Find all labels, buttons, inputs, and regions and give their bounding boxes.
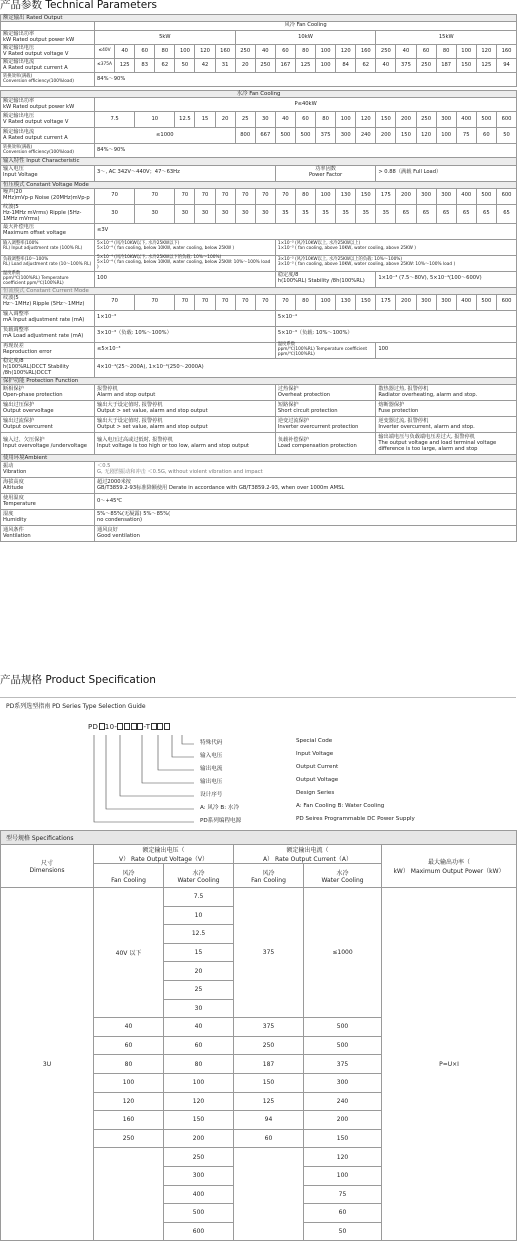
- power-group-1: 10kW: [235, 31, 376, 45]
- noise-value: 70: [255, 188, 275, 204]
- voltage-value: 80: [436, 45, 456, 59]
- cc-ripple-value: 400: [456, 294, 476, 310]
- protection-action-2: 逆变器过流, 报警停机 Inverter overcurrent, alarm and stop.: [376, 417, 517, 433]
- water-current-value: 240: [356, 128, 376, 144]
- protection-name-2: 短路保护 Short circuit protection: [275, 401, 375, 417]
- water-current: 120: [304, 1148, 382, 1167]
- cc-temp-value: 100: [376, 342, 517, 358]
- current-value: 42: [195, 59, 215, 73]
- water-voltage-value: 15: [195, 112, 215, 128]
- noise-value: 80: [295, 188, 315, 204]
- ambient-name: 通风条件 Ventilation: [1, 526, 95, 542]
- cc-stab-value: 4×10⁻⁴(25～200A), 1×10⁻⁴(250～2000A): [95, 358, 517, 377]
- water-efficiency-label: 转换效率(满载) Conversion efficiency(100%load): [1, 144, 95, 158]
- specifications-table: [0, 830, 517, 1241]
- ambient-name: 使用温度 Temperature: [1, 494, 95, 510]
- cv-load-adj-a: 5×10⁻⁴ (风冷10KW以下, 水冷25KW以下的负载: 10%～100%) 5×10⁻⁴ ( fan cooling, below 10KW, water cooling, below 25KW: 10%～100% load ): [95, 255, 276, 271]
- cc-stab-label: 稳定度/8 h(100%RL)DCCT Stability /8h(100%RL)DCCT: [1, 358, 95, 377]
- section-constant-current: 恒流模式 Constant Current Mode: [1, 287, 517, 294]
- header-water: 水冷 Water Cooling: [164, 864, 234, 888]
- ambient-name: 湿度 Humidity: [1, 510, 95, 526]
- water-efficiency-value: 84%～90%: [95, 144, 517, 158]
- water-voltage-value: 150: [376, 112, 396, 128]
- ambient-value: 通风良好 Good ventilation: [95, 526, 517, 542]
- water-voltage: 300: [164, 1166, 234, 1185]
- section-specifications: 型号规格 Specifications: [1, 831, 517, 845]
- guide-label-cn: PD系列编程电源: [200, 818, 242, 824]
- cc-temp-label: 温度系数 ppm/℃(100%RL) Temperature coefficient ppm/℃(100%RL): [275, 342, 375, 358]
- water-current-value: 100: [436, 128, 456, 144]
- water-power-label: 额定输出功率 kW Rated output power kW: [1, 98, 95, 112]
- header-power: 最大输出功率（ kW） Maximum Output Power（kW）: [382, 845, 517, 888]
- cv-ripple-value: 65: [496, 204, 516, 223]
- cv-input-adj-b: 1×10⁻³ (风冷10KW以上, 水冷25KW以上) 1×10⁻³ ( fan cooling, above 10KW, water cooling, above 25KW ): [275, 239, 516, 255]
- cv-load-adj-label: 负载调整率(10～100% RL) Load adjustment rate (10～100% RL): [1, 255, 95, 271]
- voltage-value: 250: [235, 45, 255, 59]
- protection-name: 输出过流保护 Output overcurrent: [1, 417, 95, 433]
- water-current: 375: [304, 1055, 382, 1074]
- cc-ripple-value: 300: [416, 294, 436, 310]
- power-factor-label: 功率因数 Power Factor: [275, 165, 375, 181]
- cc-ripple-value: 70: [175, 294, 195, 310]
- ambient-value: 5%～85%(无凝露) 5%～85%( no condensation): [95, 510, 517, 526]
- cc-ripple-value: 80: [295, 294, 315, 310]
- voltage-first: ≤40V: [95, 45, 115, 59]
- cc-ripple-value: 150: [356, 294, 376, 310]
- water-voltage-value: 80: [316, 112, 336, 128]
- guide-label-cn: A: 风冷 B: 水冷: [200, 805, 240, 811]
- noise-value: 70: [135, 188, 175, 204]
- protection-action: 输出大于设定值时, 报警停机 Output > set value, alarm and stop output: [95, 417, 276, 433]
- technical-parameters-table: [0, 14, 517, 542]
- cv-ripple-value: 30: [235, 204, 255, 223]
- water-current: 500: [304, 1036, 382, 1055]
- offset-label: 最大补偿电压 Maximum offset voltage: [1, 223, 95, 239]
- water-voltage: 150: [164, 1111, 234, 1130]
- protection-name-2: 负载补偿保护 Load compensation protection: [275, 433, 375, 455]
- cc-ripple-value: 175: [376, 294, 396, 310]
- water-voltage-value: 600: [496, 112, 516, 128]
- voltage-value: 160: [496, 45, 516, 59]
- cv-load-adj-b: 3×10⁻³ (风冷10KW以上, 水冷25KW以上的负载: 10%～100%) 3×10⁻³ ( fan cooling, above 10KW, water cooling, above 25KW: 10%～100% load ): [275, 255, 516, 271]
- cv-ripple-label: 纹波(5 Hz-1MHz mVrms) Ripple (5Hz-1MHz mVrms): [1, 204, 95, 223]
- guide-label-cn: 特殊代码: [200, 740, 223, 746]
- fan-voltage: 80: [94, 1055, 164, 1074]
- water-current: 500: [304, 1018, 382, 1037]
- water-voltage-value: 400: [456, 112, 476, 128]
- water-current-value: 667: [255, 128, 275, 144]
- repro-value: ≤5×10⁻³: [95, 342, 276, 358]
- max-power: P=U×I: [382, 888, 517, 1241]
- voltage-value: 40: [396, 45, 416, 59]
- voltage-value: 100: [175, 45, 195, 59]
- water-voltage: 15: [164, 943, 234, 962]
- protection-name: 输出过压保护 Output overvoltage: [1, 401, 95, 417]
- water-current-value: 500: [275, 128, 295, 144]
- voltage-value: 120: [336, 45, 356, 59]
- current-value: 250: [255, 59, 275, 73]
- current-value: 31: [215, 59, 235, 73]
- cc-ripple-value: 70: [215, 294, 235, 310]
- cc-ripple-value: 600: [496, 294, 516, 310]
- efficiency-label: 转换效率(满载) Conversion efficiency(100%load): [1, 73, 95, 87]
- current-value: 50: [175, 59, 195, 73]
- section-protection: 保护功能 Protection Function: [1, 377, 517, 384]
- cv-ripple-value: 30: [255, 204, 275, 223]
- cv-ripple-value: 65: [396, 204, 416, 223]
- protection-name: 输入过、欠压保护 Input overvoltage /undervoltage: [1, 433, 95, 455]
- cc-input-adj-label: 输入调整率 mA Input adjustment rate (mA): [1, 310, 95, 326]
- protection-action: 输入电压过高或过低时, 报警停机 Input voltage is too high or too low, alarm and stop output: [95, 433, 276, 455]
- water-voltage: 40: [164, 1018, 234, 1037]
- cc-ripple-value: 200: [396, 294, 416, 310]
- fan-current: 375: [234, 1018, 304, 1037]
- cc-ripple-value: 70: [95, 294, 135, 310]
- header-fan: 风冷 Fan Cooling: [94, 864, 164, 888]
- water-voltage-value: 500: [476, 112, 496, 128]
- voltage-value: 80: [155, 45, 175, 59]
- water-current: 240: [304, 1092, 382, 1111]
- cc-ripple-label: 纹波(5 Hz～1MHz) Ripple (5Hz～1MHz): [1, 294, 95, 310]
- header-dimensions: 尺寸 Dimensions: [1, 845, 94, 888]
- water-current: 200: [304, 1111, 382, 1130]
- water-voltage: 500: [164, 1204, 234, 1223]
- water-voltage-value: 250: [416, 112, 436, 128]
- current-value: 250: [416, 59, 436, 73]
- protection-action-2: 散热器过热, 报警停机 Radiator overheating, alarm and stop.: [376, 385, 517, 401]
- guide-label-cn: 设计序号: [200, 792, 223, 798]
- water-voltage: 100: [164, 1073, 234, 1092]
- cc-input-adj-b: 5×10⁻⁴: [275, 310, 516, 326]
- selection-guide-title: PD系列选型指南 PD Series Type Selection Guide: [6, 703, 146, 710]
- noise-value: 70: [195, 188, 215, 204]
- voltage-value: 60: [135, 45, 155, 59]
- cv-temp-label: 温度系数 ppm/℃(100%RL) Temperature coefficient ppm/℃(100%RL): [1, 271, 95, 287]
- current-value: 20: [235, 59, 255, 73]
- current-value: 167: [275, 59, 295, 73]
- noise-value: 600: [496, 188, 516, 204]
- water-voltage-value: 40: [275, 112, 295, 128]
- noise-value: 500: [476, 188, 496, 204]
- input-voltage-label: 输入电压 Input Voltage: [1, 165, 95, 181]
- offset-value: ≤3V: [95, 223, 517, 239]
- cc-ripple-value: 70: [195, 294, 215, 310]
- noise-value: 70: [275, 188, 295, 204]
- power-factor-value: > 0.88（满载 Full Load）: [376, 165, 517, 181]
- fan-voltage: 40: [94, 1018, 164, 1037]
- input-voltage-value: 3～, AC 342V～440V；47～63Hz: [95, 165, 276, 181]
- guide-label-en: Output Voltage: [296, 777, 339, 783]
- ambient-name: 海拔高度 Altitude: [1, 478, 95, 494]
- cv-input-adj-a: 5×10⁻⁴ (风冷10KW以下, 水冷25KW以下) 5×10⁻⁴ ( fan cooling, below 10KW, water cooling, below 25KW ): [95, 239, 276, 255]
- water-voltage: 20: [164, 962, 234, 981]
- protection-action: 报警停机 Alarm and stop output: [95, 385, 276, 401]
- water-current-value: 50: [496, 128, 516, 144]
- section-input: 输入特性 Input Characteristic: [1, 158, 517, 165]
- fan-current-empty: [234, 1148, 304, 1241]
- fan-current: 125: [234, 1092, 304, 1111]
- water-current-first: ≤1000: [304, 888, 382, 1018]
- water-current-first: ≤1000: [95, 128, 236, 144]
- power-group-2: 15kW: [376, 31, 517, 45]
- water-voltage-label: 额定输出电压 V Rated output voltage V: [1, 112, 95, 128]
- water-voltage: 60: [164, 1036, 234, 1055]
- water-voltage-value: 300: [436, 112, 456, 128]
- cc-load-adj-b: 5×10⁻³（负载: 10%～100%）: [275, 326, 516, 342]
- voltage-value: 120: [476, 45, 496, 59]
- header-water-current: 水冷 Water Cooling: [304, 864, 382, 888]
- cv-ripple-value: 30: [135, 204, 175, 223]
- noise-value: 70: [95, 188, 135, 204]
- noise-value: 400: [456, 188, 476, 204]
- repro-label: 再现误差 Reproduction error: [1, 342, 95, 358]
- current-value: 94: [496, 59, 516, 73]
- water-voltage-value: 120: [356, 112, 376, 128]
- cc-ripple-value: 130: [336, 294, 356, 310]
- cv-input-adj-label: 输入调整率(100% RL) Input adjustment rate (100% RL): [1, 239, 95, 255]
- water-current-value: 75: [456, 128, 476, 144]
- cc-load-adj-a: 3×10⁻³（负载: 10%～100%）: [95, 326, 276, 342]
- protection-name-2: 过热保护 Overheat protection: [275, 385, 375, 401]
- water-voltage: 250: [164, 1148, 234, 1167]
- header-fan-current: 风冷 Fan Cooling: [234, 864, 304, 888]
- cc-input-adj-a: 1×10⁻³: [95, 310, 276, 326]
- water-current-value: 800: [235, 128, 255, 144]
- selection-guide: [0, 697, 516, 829]
- water-current: 150: [304, 1129, 382, 1148]
- blank-cell: [1, 22, 95, 31]
- guide-label-en: A: Fan Cooling B: Water Cooling: [296, 803, 385, 809]
- cv-ripple-value: 35: [295, 204, 315, 223]
- guide-label-en: PD Seires Programmable DC Power Supply: [296, 816, 415, 822]
- noise-value: 175: [376, 188, 396, 204]
- voltage-value: 120: [195, 45, 215, 59]
- section-constant-voltage: 恒压模式 Constant Voltage Mode: [1, 181, 517, 188]
- cv-ripple-value: 30: [195, 204, 215, 223]
- cc-ripple-value: 300: [436, 294, 456, 310]
- protection-action-2: 熔断器保护 Fuse protection: [376, 401, 517, 417]
- efficiency-value: 84%～90%: [95, 73, 517, 87]
- water-voltage-value: 20: [215, 112, 235, 128]
- cv-ripple-value: 30: [95, 204, 135, 223]
- water-current: 75: [304, 1185, 382, 1204]
- ambient-value: 0～+45℃: [95, 494, 517, 510]
- current-value: 40: [376, 59, 396, 73]
- guide-label-cn: 输入电压: [200, 753, 223, 759]
- water-voltage: 25: [164, 980, 234, 999]
- fan-current: 60: [234, 1129, 304, 1148]
- current-value: 150: [456, 59, 476, 73]
- water-voltage: 200: [164, 1129, 234, 1148]
- cc-ripple-value: 70: [135, 294, 175, 310]
- fan-current: 150: [234, 1073, 304, 1092]
- ambient-name: 振动 Vibration: [1, 462, 95, 478]
- voltage-value: 60: [416, 45, 436, 59]
- noise-value: 70: [175, 188, 195, 204]
- water-voltage-value: 200: [396, 112, 416, 128]
- guide-label-cn: 输出电流: [200, 766, 223, 772]
- cv-ripple-value: 30: [175, 204, 195, 223]
- voltage-value: 160: [356, 45, 376, 59]
- guide-label-en: Input Voltage: [296, 751, 334, 757]
- noise-value: 200: [396, 188, 416, 204]
- guide-label-en: Special Code: [296, 738, 333, 744]
- cv-stab-value: 1×10⁻³ (7.5～80V), 5×10⁻⁴(100～600V): [376, 271, 517, 287]
- noise-value: 150: [356, 188, 376, 204]
- product-spec-title: 产品规格 Product Specification: [0, 674, 156, 686]
- noise-value: 100: [316, 188, 336, 204]
- current-value: 84: [336, 59, 356, 73]
- ambient-value: 超过2000米按 GB/T3859.2-93标准降额使用 Derate in accordance with GB/T3859.2-93, when over 1000m AMSL: [95, 478, 517, 494]
- voltage-label: 额定输出电压 V Rated output voltage V: [1, 45, 95, 59]
- cc-ripple-value: 70: [275, 294, 295, 310]
- voltage-value: 250: [376, 45, 396, 59]
- guide-label-en: Output Current: [296, 764, 339, 770]
- protection-action-2: 输出端电压与负载端电压差过大, 报警停机 The output voltage and load terminal voltage difference is too large, alarm and stop: [376, 433, 517, 455]
- power-label: 额定输出功率 kW Rated output power kW: [1, 31, 95, 45]
- water-current-value: 300: [336, 128, 356, 144]
- cc-ripple-value: 500: [476, 294, 496, 310]
- fan-current: 94: [234, 1111, 304, 1130]
- cc-ripple-value: 70: [255, 294, 275, 310]
- fan-current: 187: [234, 1055, 304, 1074]
- noise-label: 噪声(20 MHz)mVp-p Noise (20MHz)mVp-p: [1, 188, 95, 204]
- ambient-value: ＜0.5 G, 无剧烈振动和冲击 ＜0.5G, without violent vibration and impact: [95, 462, 517, 478]
- cv-ripple-value: 30: [215, 204, 235, 223]
- water-voltage: 120: [164, 1092, 234, 1111]
- cv-ripple-value: 65: [456, 204, 476, 223]
- voltage-value: 80: [295, 45, 315, 59]
- water-voltage-value: 25: [235, 112, 255, 128]
- current-value: 375: [396, 59, 416, 73]
- fan-voltage: 250: [94, 1129, 164, 1148]
- water-current: 100: [304, 1166, 382, 1185]
- water-voltage-value: 10: [135, 112, 175, 128]
- cv-ripple-value: 35: [316, 204, 336, 223]
- current-value: 83: [135, 59, 155, 73]
- fan-voltage: 100: [94, 1073, 164, 1092]
- water-current-value: 500: [295, 128, 315, 144]
- water-power-value: P≤40kW: [95, 98, 517, 112]
- water-voltage: 80: [164, 1055, 234, 1074]
- current-value: 125: [295, 59, 315, 73]
- water-current: 300: [304, 1073, 382, 1092]
- section-ambient: 使用环境Ambient: [1, 455, 517, 462]
- noise-value: 70: [215, 188, 235, 204]
- water-voltage: 400: [164, 1185, 234, 1204]
- fan-current-first: 375: [234, 888, 304, 1018]
- fan-cooling-header: 风冷 Fan Cooling: [95, 22, 517, 31]
- water-voltage: 10: [164, 906, 234, 925]
- fan-voltage: 160: [94, 1111, 164, 1130]
- water-voltage: 12.5: [164, 925, 234, 944]
- current-label: 额定输出电流 A Rated output current A: [1, 59, 95, 73]
- current-value: 125: [476, 59, 496, 73]
- water-current-value: 60: [476, 128, 496, 144]
- water-current-value: 150: [396, 128, 416, 144]
- fan-voltage-first: 40V 以下: [94, 888, 164, 1018]
- current-value: 125: [115, 59, 135, 73]
- fan-voltage-empty: [94, 1148, 164, 1241]
- cv-ripple-value: 65: [436, 204, 456, 223]
- section-water-cooling: 水冷 Fan Cooling: [1, 91, 517, 98]
- water-current-value: 120: [416, 128, 436, 144]
- fan-voltage: 120: [94, 1092, 164, 1111]
- voltage-value: 160: [215, 45, 235, 59]
- protection-name-2: 逆变过流保护 Inverter overcurrent protection: [275, 417, 375, 433]
- voltage-value: 40: [115, 45, 135, 59]
- dimension-3u: 3U: [1, 888, 94, 1241]
- selection-guide-leader-lines: [0, 698, 516, 830]
- water-voltage: 30: [164, 999, 234, 1018]
- cv-ripple-value: 65: [476, 204, 496, 223]
- guide-label-en: Design Series: [296, 790, 335, 796]
- current-value: 62: [155, 59, 175, 73]
- fan-voltage: 60: [94, 1036, 164, 1055]
- noise-value: 130: [336, 188, 356, 204]
- water-voltage-value: 100: [336, 112, 356, 128]
- water-voltage: 600: [164, 1222, 234, 1241]
- current-value: 187: [436, 59, 456, 73]
- noise-value: 300: [416, 188, 436, 204]
- voltage-value: 100: [316, 45, 336, 59]
- water-current-value: 375: [316, 128, 336, 144]
- cc-load-adj-label: 负载调整率 mA Load adjustment rate (mA): [1, 326, 95, 342]
- cv-ripple-value: 35: [356, 204, 376, 223]
- cc-ripple-value: 100: [316, 294, 336, 310]
- water-voltage-value: 30: [255, 112, 275, 128]
- water-current: 60: [304, 1204, 382, 1223]
- current-first: ≤375A: [95, 59, 115, 73]
- water-voltage: 7.5: [164, 888, 234, 907]
- cc-ripple-value: 70: [235, 294, 255, 310]
- water-current-label: 额定输出电流 A Rated output current A: [1, 128, 95, 144]
- voltage-value: 60: [275, 45, 295, 59]
- water-current-value: 200: [376, 128, 396, 144]
- water-voltage-value: 7.5: [95, 112, 135, 128]
- cv-ripple-value: 65: [416, 204, 436, 223]
- header-voltage: 额定输出电压（ V） Rate Output Voltage（V）: [94, 845, 234, 864]
- cv-ripple-value: 35: [275, 204, 295, 223]
- noise-value: 70: [235, 188, 255, 204]
- water-voltage-value: 12.5: [175, 112, 195, 128]
- current-value: 100: [316, 59, 336, 73]
- cv-ripple-value: 35: [336, 204, 356, 223]
- voltage-value: 40: [255, 45, 275, 59]
- voltage-value: 100: [456, 45, 476, 59]
- water-voltage-value: 60: [295, 112, 315, 128]
- noise-value: 300: [436, 188, 456, 204]
- power-group-0: 5kW: [95, 31, 236, 45]
- current-value: 62: [356, 59, 376, 73]
- protection-action: 输出大于设定值时, 报警停机 Output > set value, alarm and stop output: [95, 401, 276, 417]
- fan-current: 250: [234, 1036, 304, 1055]
- water-current: 50: [304, 1222, 382, 1241]
- page-title: 产品参数 Technical Parameters: [0, 0, 157, 11]
- cv-ripple-value: 35: [376, 204, 396, 223]
- section-rated-output: 额定输出 Rated Output: [1, 15, 517, 22]
- model-code: PD 10- -T: [88, 723, 170, 731]
- cv-stab-label: 稳定度/8 h(100%RL) Stability /8h(100%RL): [275, 271, 375, 287]
- guide-label-cn: 输出电压: [200, 779, 223, 785]
- protection-name: 断相保护 Open-phase protection: [1, 385, 95, 401]
- header-current: 额定输出电流（ A） Rate Output Current（A）: [234, 845, 382, 864]
- cv-temp-value: 100: [95, 271, 276, 287]
